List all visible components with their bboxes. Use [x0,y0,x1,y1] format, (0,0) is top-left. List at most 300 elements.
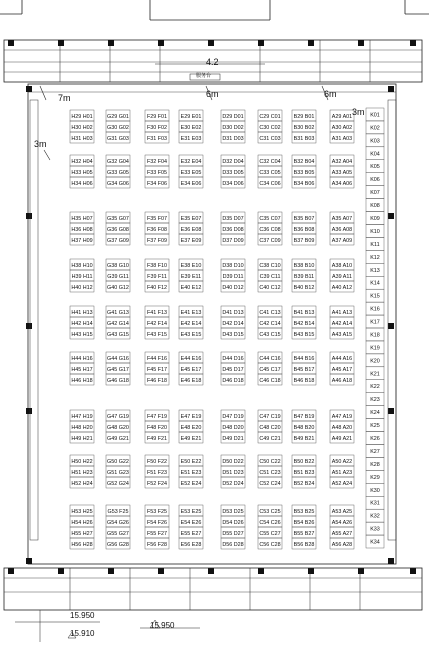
k-booth-label: K30 [370,487,380,494]
booth-label: G42 G14 [107,320,129,327]
booth-label: B44 B16 [293,355,315,362]
booth-label: E38 E10 [180,262,202,269]
booth-label: B50 B22 [293,458,315,465]
booth-label: F46 F18 [146,377,168,384]
booth-label: H46 H18 [71,377,93,384]
booth-label: F33 F05 [146,169,168,176]
booth-label: E43 E15 [180,331,202,338]
wall-window-band [388,100,396,540]
booth-label: F54 F26 [146,519,168,526]
booth-label: B45 B17 [293,366,315,373]
booth-label: G43 G15 [107,331,129,338]
booth-label: G46 G18 [107,377,129,384]
booth-label: E51 E23 [180,469,202,476]
booth-label: E30 E02 [180,124,202,131]
booth-label: B55 B27 [293,530,315,537]
wall-window-band [30,100,38,540]
structural-column [8,568,14,574]
booth-label: H43 H15 [71,331,93,338]
booth-label: A35 A07 [331,215,353,222]
k-booth-label: K03 [370,138,380,145]
booth-label: C43 C15 [259,331,281,338]
booth-label: C41 C13 [259,309,281,316]
booth-label: F45 F17 [146,366,168,373]
right-aisle-dimension: 3m [352,107,365,117]
booth-label: A47 A19 [331,413,353,420]
k-booth-label: K10 [370,228,380,235]
booth-label: C32 C04 [259,158,281,165]
k-booth-label: K26 [370,436,380,442]
left-aisle-dimension: 7m [58,93,71,103]
left-side-dimension: 3m [34,139,47,149]
booth-label: E48 E20 [180,424,202,431]
booth-label: F43 F15 [146,331,168,338]
booth-label: D32 D04 [222,158,244,165]
booth-label: D38 D10 [222,262,244,269]
booth-label: A34 A06 [331,180,353,187]
booth-label: H44 H16 [71,355,93,362]
booth-label: G32 G04 [107,158,129,165]
k-booth-label: K05 [370,164,380,171]
top-span-dimension: 4.2 [206,57,219,67]
booth-label: D47 D19 [222,413,244,420]
structural-column [308,568,314,574]
booth-label: H47 H19 [71,413,93,420]
booth-label: C54 C26 [259,519,281,526]
booth-label: H40 H12 [71,284,93,291]
structural-column [158,40,164,46]
booth-label: F53 F25 [146,508,168,515]
booth-label: F42 F14 [146,320,168,327]
booth-label: A42 A14 [331,320,353,327]
booth-label: D33 D05 [222,169,244,176]
structural-column [258,568,264,574]
booth-grid [70,110,354,549]
structural-column [58,40,64,46]
booth-label: H49 H21 [71,435,93,442]
booth-label: E36 E08 [180,226,202,233]
booth-label: A36 A08 [331,226,353,233]
booth-label: C42 C14 [259,320,281,327]
booth-label: E49 E21 [180,435,202,442]
booth-label: F49 F21 [146,435,168,442]
booth-label: G33 G05 [107,169,129,176]
booth-label: A56 A28 [331,541,353,548]
structural-column [308,40,314,46]
k-booth-label: K16 [370,306,380,313]
booth-label: D39 D11 [222,273,244,280]
k-booth-label: K15 [370,293,380,300]
booth-label: H35 H07 [71,215,93,222]
booth-label: D46 D18 [222,377,244,384]
booth-label: G39 G11 [107,273,129,280]
booth-label: B37 B09 [293,237,315,244]
k-booth-label: K25 [370,423,380,430]
booth-label: C35 C07 [259,215,281,222]
booth-label: F34 F06 [146,180,168,187]
booth-label: D49 D21 [222,435,244,442]
booth-label: A53 A25 [331,508,353,515]
booth-label: E35 E07 [180,215,202,222]
booth-label: B41 B13 [293,309,315,316]
k-booth-label: K17 [370,319,380,326]
booth-label: D30 D02 [222,124,244,131]
booth-label: A30 A02 [331,124,353,131]
booth-label: F56 F28 [146,541,168,548]
booth-label: C55 C27 [259,530,281,537]
booth-label: D45 D17 [222,366,244,373]
k-booth-label: K06 [370,177,380,184]
booth-label: E40 E12 [180,284,202,291]
k-booth-label: K12 [370,254,380,261]
booth-label: E39 E11 [180,273,202,280]
booth-label: C38 C10 [259,262,281,269]
k-booth-label: K32 [370,513,380,520]
structural-column [388,86,394,92]
booth-label: E56 E28 [180,541,202,548]
booth-label: G45 G17 [107,366,129,373]
booth-label: E52 E24 [180,480,202,487]
booth-label: F32 F04 [146,158,168,165]
booth-label: B51 B23 [293,469,315,476]
booth-label: H29 H01 [71,113,93,120]
k-booth-label: K27 [370,448,380,455]
booth-label: F39 F11 [147,273,167,280]
booth-label: D37 D09 [222,237,244,244]
booth-label: D51 D23 [222,469,244,476]
booth-label: G53 F25 [107,508,129,515]
booth-label: C40 C12 [259,284,281,291]
booth-label: C30 C02 [259,124,281,131]
booth-label: A39 A11 [332,273,352,280]
booth-label: A40 A12 [331,284,353,291]
booth-label: G40 G12 [107,284,129,291]
booth-label: D36 D08 [222,226,244,233]
booth-label: G41 G13 [107,309,129,316]
booth-label: C46 C18 [259,377,281,384]
booth-label: F37 F09 [146,237,168,244]
booth-label: A31 A03 [331,135,353,142]
k-booth-label: K31 [370,500,380,507]
booth-label: C52 C24 [259,480,281,487]
booth-label: F51 F23 [146,469,168,476]
booth-label: B40 B12 [293,284,315,291]
booth-label: G29 G01 [107,113,129,120]
booth-label: C34 C06 [259,180,281,187]
booth-label: B42 B14 [293,320,315,327]
structural-column [208,568,214,574]
booth-label: E46 E18 [180,377,202,384]
booth-label: H45 H17 [71,366,93,373]
booth-label: D34 D06 [222,180,244,187]
k-booth-label: K11 [370,241,380,248]
k-booth-label: K09 [370,216,380,222]
booth-label: F31 F03 [146,135,168,142]
booth-label: F50 F22 [146,458,168,465]
booth-label: A37 A09 [331,237,353,244]
booth-label: F35 F07 [146,215,168,222]
booth-label: H39 H11 [71,273,93,280]
booth-label: G47 G19 [107,413,129,420]
booth-label: F44 F16 [146,355,168,362]
structural-column [388,558,394,564]
booth-label: G54 G26 [107,519,129,526]
booth-label: C33 C05 [259,169,281,176]
booth-label: F40 F12 [146,284,168,291]
booth-label: B36 B08 [293,226,315,233]
k-booth-label: K21 [370,371,380,378]
structural-columns [8,40,416,574]
booth-label: G48 G20 [107,424,129,431]
structural-column [8,40,14,46]
booth-label: H31 H03 [71,135,93,142]
booth-label: D56 D28 [222,541,244,548]
booth-label: A51 A23 [331,469,353,476]
booth-label: D52 D24 [222,480,244,487]
booth-label: E45 E17 [180,366,202,373]
booth-label: F30 F02 [146,124,168,131]
structural-column [208,40,214,46]
booth-label: E31 E03 [180,135,202,142]
booth-label: D44 D16 [222,355,244,362]
booth-label: H55 H27 [71,530,93,537]
booth-label: D55 D27 [222,530,244,537]
booth-label: E47 E19 [180,413,202,420]
booth-label: E32 E04 [180,158,202,165]
booth-label: B29 B01 [293,113,315,120]
booth-label: E53 E25 [180,508,202,515]
booth-label: E37 E09 [180,237,202,244]
k-booth-label: K20 [370,358,380,365]
booth-label: A44 A16 [331,355,353,362]
booth-label: A52 A24 [331,480,353,487]
structural-column [158,568,164,574]
top-structure [0,0,429,82]
booth-label: H53 H25 [71,508,93,515]
booth-label: H34 H06 [71,180,93,187]
k-booth-label: K28 [370,461,380,468]
k-booth-label: K19 [370,345,380,352]
k-booth-label: K34 [370,539,380,546]
booth-label: H56 H28 [71,541,93,548]
booth-label: G31 G03 [107,135,129,142]
booth-label: A55 A27 [331,530,353,537]
booth-label: G56 G28 [107,541,129,548]
structural-column [26,213,32,219]
structural-column [108,568,114,574]
booth-label: B39 B11 [293,273,315,280]
structural-column [358,568,364,574]
structural-column [358,40,364,46]
structural-column [388,408,394,414]
k-booth-label: K33 [370,526,380,533]
booth-label: H30 H02 [71,124,93,131]
booth-label: A49 A21 [331,435,353,442]
booth-label: C48 C20 [259,424,281,431]
booth-label: G49 G21 [107,435,129,442]
booth-label: B48 B20 [293,424,315,431]
structural-column [410,40,416,46]
booth-label: A38 A10 [331,262,353,269]
structural-column [26,86,32,92]
booth-label: E44 E16 [180,355,202,362]
k-booth-label: K08 [370,203,380,210]
booth-label: E41 E13 [180,309,202,316]
booth-label: G36 G08 [107,226,129,233]
booth-label: C39 C11 [259,273,281,280]
booth-label: A32 A04 [331,158,353,165]
k-booth-label: K14 [370,280,380,287]
booth-label: G35 G07 [107,215,129,222]
booth-label: G44 G16 [107,355,129,362]
booth-label: C44 C16 [259,355,281,362]
booth-label: H37 H09 [71,237,93,244]
booth-label: G55 G27 [107,530,129,537]
booth-label: A29 A01 [331,113,353,120]
booth-label: H36 H08 [71,226,93,233]
booth-label: B46 B18 [293,377,315,384]
booth-label: C36 C08 [259,226,281,233]
k-booth-label: K07 [370,190,380,197]
booth-label: G51 G23 [107,469,129,476]
booth-label: A41 A13 [331,309,353,316]
center-aisle-dimension-2: 6m [324,89,337,99]
booth-label: G52 G24 [107,480,129,487]
booth-label: F38 F10 [146,262,168,269]
k-booth-label: K01 [370,112,380,119]
booth-label: F29 F01 [146,113,168,120]
booth-label: A46 A18 [331,377,353,384]
booth-label: D41 D13 [222,309,244,316]
booth-label: F47 F19 [146,413,168,420]
booth-label: C49 C21 [259,435,281,442]
booth-label: B31 B03 [293,135,315,142]
structural-column [388,213,394,219]
elevation-label-2: 15.950 [150,621,175,630]
booth-label: F52 F24 [146,480,168,487]
k-booth-label: K18 [370,332,380,339]
booth-label: G50 G22 [107,458,129,465]
booth-label: A33 A05 [331,169,353,176]
booth-label: B34 B06 [293,180,315,187]
structural-column [388,323,394,329]
booth-label: H41 H13 [71,309,93,316]
booth-label: E50 E22 [180,458,202,465]
k-booth-label: K24 [370,410,380,417]
booth-label: F55 F27 [146,530,168,537]
booth-label: A43 A15 [331,331,353,338]
booth-label: A50 A22 [331,458,353,465]
structural-column [410,568,416,574]
booth-label: B30 B02 [293,124,315,131]
elevation-label-3: 15.910 [70,629,95,638]
structural-column [258,40,264,46]
booth-label: C31 C03 [259,135,281,142]
booth-label: G38 G10 [107,262,129,269]
booth-label: G37 G09 [107,237,129,244]
k-booth-label: K13 [370,267,380,274]
booth-label: H54 H26 [71,519,93,526]
booth-label: E34 E06 [180,180,202,187]
k-booth-label: K04 [370,151,380,158]
booth-label: B47 B19 [293,413,315,420]
booth-label: D50 D22 [222,458,244,465]
bottom-structure [4,568,422,642]
booth-label: G34 G06 [107,180,129,187]
k-booth-label: K02 [370,125,380,132]
booth-label: F36 F08 [146,226,168,233]
booth-label: D43 D15 [222,331,244,338]
booth-label: D40 D12 [222,284,244,291]
booth-label: B52 B24 [293,480,315,487]
booth-label: E29 E01 [180,113,202,120]
booth-label: E54 E26 [180,519,202,526]
booth-label: C51 C23 [259,469,281,476]
booth-label: C56 C28 [259,541,281,548]
booth-label: C29 C01 [259,113,281,120]
structural-column [58,568,64,574]
booth-label: C53 C25 [259,508,281,515]
booth-label: A45 A17 [331,366,353,373]
booth-label: H51 H23 [71,469,93,476]
booth-label: H50 H22 [71,458,93,465]
k-booth-label: K23 [370,397,380,404]
booth-label: D35 D07 [222,215,244,222]
booth-label: C45 C17 [259,366,281,373]
booth-label: B32 B04 [293,158,315,165]
booth-label: D54 D26 [222,519,244,526]
k-booth-label: K22 [370,384,380,391]
booth-label: H38 H10 [71,262,93,269]
booth-label: B53 B25 [293,508,315,515]
booth-label: H33 H05 [71,169,93,176]
booth-label: B49 B21 [293,435,315,442]
booth-label: A48 A20 [331,424,353,431]
booth-label: B56 B28 [293,541,315,548]
booth-label: C50 C22 [259,458,281,465]
booth-label: H52 H24 [71,480,93,487]
booth-label: C37 C09 [259,237,281,244]
booth-label: H32 H04 [71,158,93,165]
booth-label: D42 D14 [222,320,244,327]
booth-label: F41 F13 [146,309,168,316]
booth-label: E42 E14 [180,320,202,327]
aisle-marks [40,86,328,160]
booth-label: A54 A26 [331,519,353,526]
structural-column [26,558,32,564]
booth-label: C47 C19 [259,413,281,420]
booth-label: B38 B10 [293,262,315,269]
booth-label: H42 H14 [71,320,93,327]
k-column-grid [366,108,384,548]
booth-label: B35 B07 [293,215,315,222]
booth-label: F48 F20 [146,424,168,431]
booth-label: G30 G02 [107,124,129,131]
booth-label: D48 D20 [222,424,244,431]
service-desk-label: 服务台 [196,73,212,79]
booth-label: D29 D01 [222,113,244,120]
center-aisle-dimension-1: 6m [206,89,219,99]
booth-label: D53 D25 [222,508,244,515]
structural-column [26,408,32,414]
structural-column [108,40,114,46]
booth-label: B43 B15 [293,331,315,338]
elevation-label-1: 15.950 [70,611,95,620]
booth-label: D31 D03 [222,135,244,142]
booth-label: H48 H20 [71,424,93,431]
booth-label: E55 E27 [180,530,202,537]
booth-label: B54 B26 [293,519,315,526]
